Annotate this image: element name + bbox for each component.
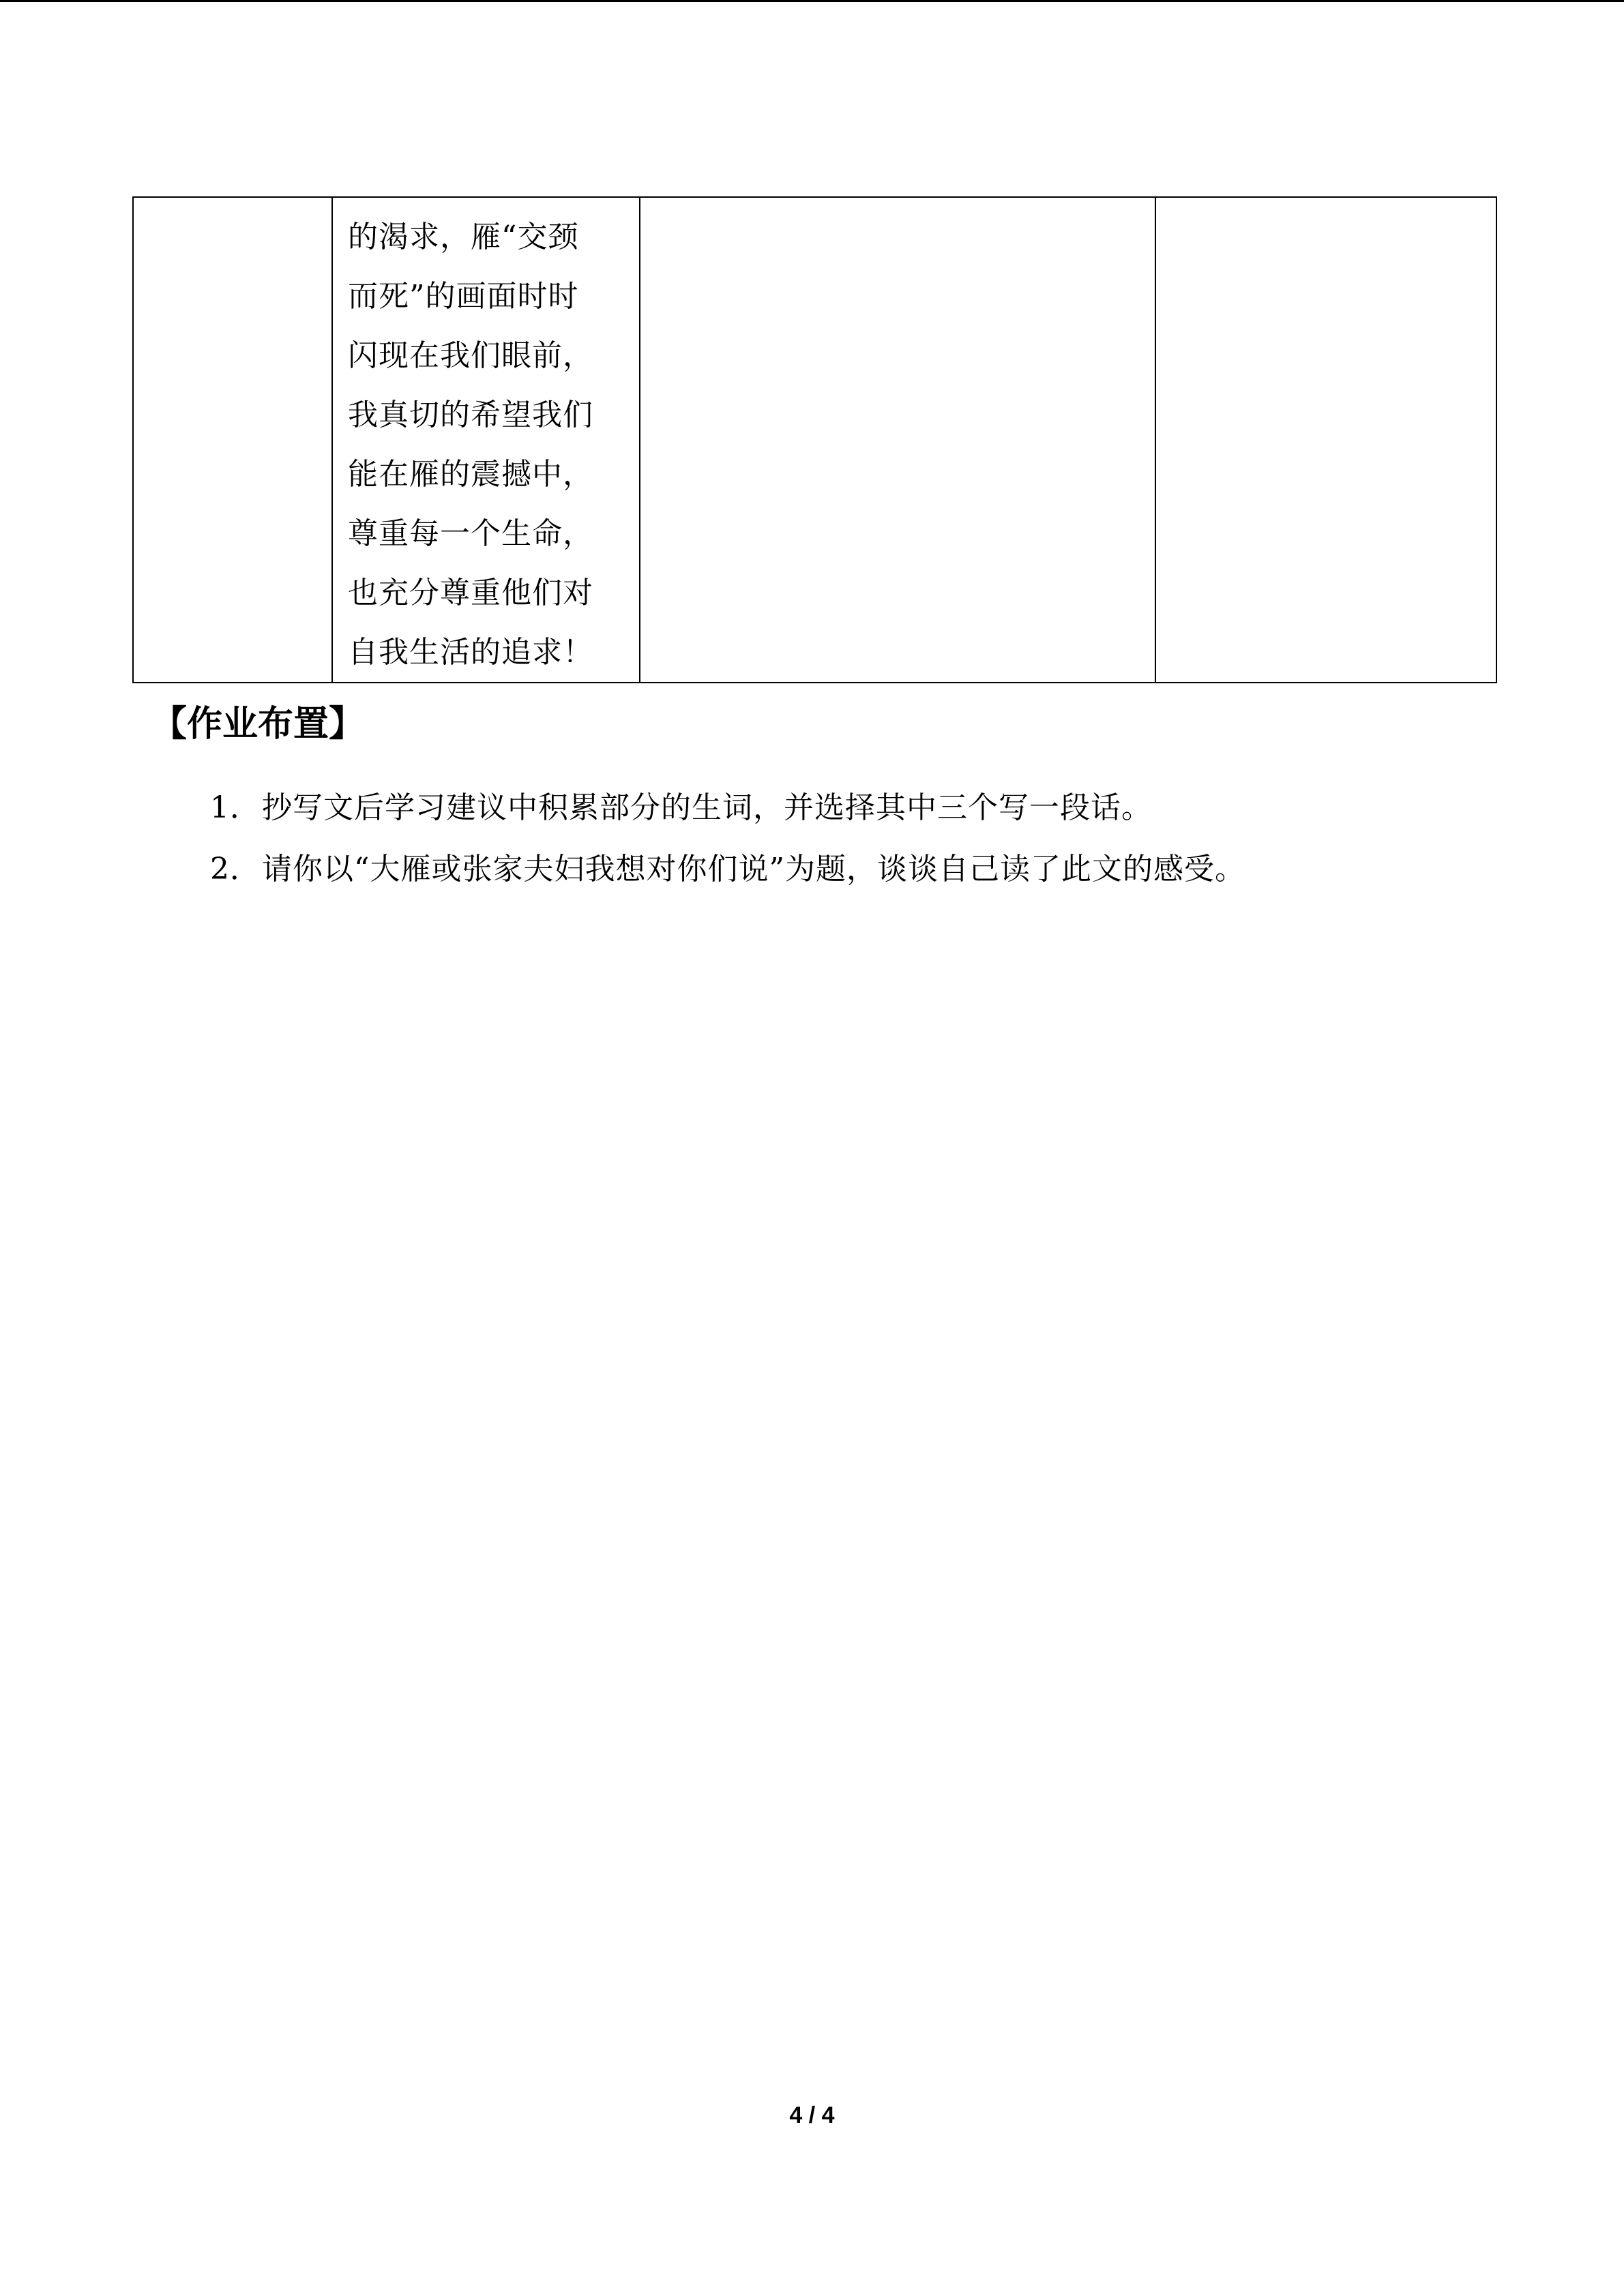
- cell-text-line: 我真切的希望我们: [348, 398, 593, 432]
- table-cell-empty: [133, 197, 332, 683]
- cell-text-line: 的渴求，雁“交颈: [348, 220, 579, 254]
- table-row: [133, 197, 1496, 683]
- cell-text-line: 而死”的画面时时: [348, 279, 579, 314]
- cell-text-line: 自我生活的追求！: [348, 635, 593, 670]
- cell-text-line: 能在雁的震撼中，: [348, 457, 593, 492]
- homework-item-text: 抄写文后学习建议中积累部分的生词，并选择其中三个写一段话。: [262, 790, 1152, 825]
- page-number: 4 / 4: [789, 2102, 835, 2128]
- continued-lesson-table: [132, 196, 1497, 683]
- table-cell-empty: [640, 197, 1155, 683]
- table-cell-empty: [1155, 197, 1496, 683]
- homework-item-text: 请你以“大雁或张家夫妇我想对你们说”为题，谈谈自己读了此文的感受。: [262, 852, 1245, 886]
- homework-heading: 【作业布置】: [151, 704, 365, 745]
- top-border-line: [0, 0, 1624, 2]
- cell-text-line: 闪现在我们眼前，: [348, 338, 593, 373]
- homework-list: [210, 777, 1245, 900]
- homework-item: [210, 839, 1245, 900]
- cell-text-line: 也充分尊重他们对: [348, 576, 593, 610]
- cell-text-line: 尊重每一个生命，: [348, 516, 593, 551]
- homework-item-number: 2．: [210, 852, 261, 886]
- homework-item: [210, 777, 1245, 839]
- homework-item-number: 1．: [210, 790, 261, 825]
- table-cell-text: [332, 197, 640, 683]
